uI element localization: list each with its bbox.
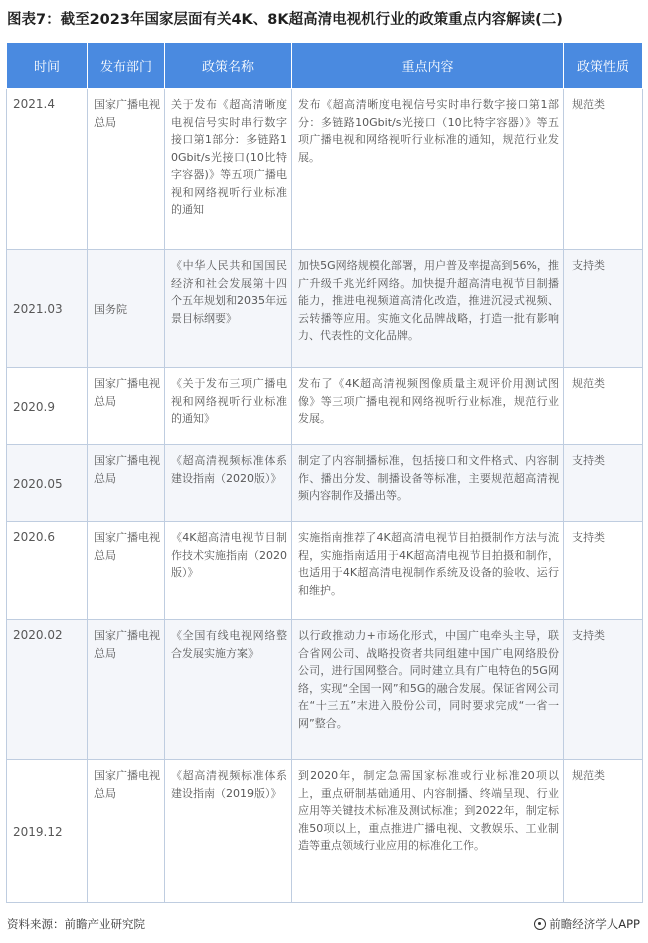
cell-policy-type: 支持类: [564, 250, 643, 368]
cell-time: 2020.9: [7, 368, 88, 445]
cell-time: 2020.05: [7, 445, 88, 522]
cell-policy-name: 《超高清视频标准体系建设指南（2020版）》: [165, 445, 292, 522]
cell-time: 2021.03: [7, 250, 88, 368]
table-row: [7, 89, 643, 250]
table-row: [7, 522, 643, 620]
cell-time: 2020.6: [7, 522, 88, 620]
figure-title: 图表7：截至2023年国家层面有关4K、8K超高清电视机行业的政策重点内容解读(二): [7, 12, 563, 28]
cell-policy-type: 规范类: [564, 368, 643, 445]
brand-credit: [534, 915, 640, 933]
table-row: [7, 445, 643, 522]
brand-logo-icon: [534, 918, 546, 930]
column-header-policy-name: 政策名称: [165, 43, 292, 89]
table-row: [7, 620, 643, 760]
cell-time: 2020.02: [7, 620, 88, 760]
cell-key-content: 到2020年，制定急需国家标准或行业标准20项以上，重点研制基础通用、内容制播、终端呈现、行业应用等关键技术标准及测试标准；到2022年，制定标准50项以上，重点推进广播电视、文教娱乐、工业制造等重点领域行业应用的标准化工作。: [292, 760, 564, 903]
cell-policy-type: 规范类: [564, 760, 643, 903]
cell-key-content: 发布了《4K超高清视频图像质量主观评价用测试图像》等三项广播电视和网络视听行业标准，规范行业发展。: [292, 368, 564, 445]
cell-policy-name: 《超高清视频标准体系建设指南（2019版）》: [165, 760, 292, 903]
column-header-policy-type: 政策性质: [564, 43, 643, 89]
table-header-row: [7, 43, 643, 89]
cell-time: 2021.4: [7, 89, 88, 250]
cell-policy-name: 《中华人民共和国国民经济和社会发展第十四个五年规划和2035年远景目标纲要》: [165, 250, 292, 368]
column-header-department: 发布部门: [88, 43, 165, 89]
cell-key-content: 制定了内容制播标准，包括接口和文件格式、内容制作、播出分发、制播设备等标准，主要规范超高清视频内容制作及播出等。: [292, 445, 564, 522]
table-row: [7, 368, 643, 445]
cell-policy-name: 《4K超高清电视节目制作技术实施指南（2020版）》: [165, 522, 292, 620]
brand-name: 前瞻经济学人APP: [549, 917, 640, 931]
table-row: [7, 760, 643, 903]
policy-table: [6, 42, 643, 903]
cell-department: 国家广播电视总局: [88, 522, 165, 620]
cell-policy-name: 关于发布《超高清晰度电视信号实时串行数字接口第1部分：多链路10Gbit/s光接口(10比特字容器)》等五项广播电视和网络视听行业标准的通知: [165, 89, 292, 250]
cell-key-content: 实施指南推荐了4K超高清电视节目拍摄制作方法与流程，实施指南适用于4K超高清电视节目拍摄和制作，也适用于4K超高清电视制作系统及设备的验收、运行和维护。: [292, 522, 564, 620]
cell-policy-type: 支持类: [564, 620, 643, 760]
cell-department: 国家广播电视总局: [88, 760, 165, 903]
cell-key-content: 以行政推动力+市场化形式，中国广电牵头主导，联合省网公司、战略投资者共同组建中国广电网络股份公司，进行国网整合。同时建立具有广电特色的5G网络，实现“全国一网”和5G的融合发展。保证省网公司在“十三五”末进入股份公司，同时要求完成“一省一网”整合。: [292, 620, 564, 760]
cell-policy-name: 《全国有线电视网络整合发展实施方案》: [165, 620, 292, 760]
cell-department: 国家广播电视总局: [88, 89, 165, 250]
column-header-key-content: 重点内容: [292, 43, 564, 89]
cell-policy-type: 规范类: [564, 89, 643, 250]
cell-policy-type: 支持类: [564, 522, 643, 620]
cell-department: 国家广播电视总局: [88, 368, 165, 445]
cell-key-content: 发布《超高清晰度电视信号实时串行数字接口第1部分：多链路10Gbit/s光接口（10比特字容器）》等五项广播电视和网络视听行业标准的通知，规范行业发展。: [292, 89, 564, 250]
cell-department: 国家广播电视总局: [88, 445, 165, 522]
table-row: [7, 250, 643, 368]
source-note: 资料来源：前瞻产业研究院: [7, 917, 145, 931]
cell-department: 国务院: [88, 250, 165, 368]
cell-key-content: 加快5G网络规模化部署，用户普及率提高到56%，推广升级千兆光纤网络。加快提升超高清电视节目制播能力，推进电视频道高清化改造，推进沉浸式视频、云转播等应用。实施文化品牌战略，打造一批有影响力、代表性的文化品牌。: [292, 250, 564, 368]
cell-policy-name: 《关于发布三项广播电视和网络视听行业标准的通知》: [165, 368, 292, 445]
cell-department: 国家广播电视总局: [88, 620, 165, 760]
cell-policy-type: 支持类: [564, 445, 643, 522]
cell-time: 2019.12: [7, 760, 88, 903]
column-header-time: 时间: [7, 43, 88, 89]
